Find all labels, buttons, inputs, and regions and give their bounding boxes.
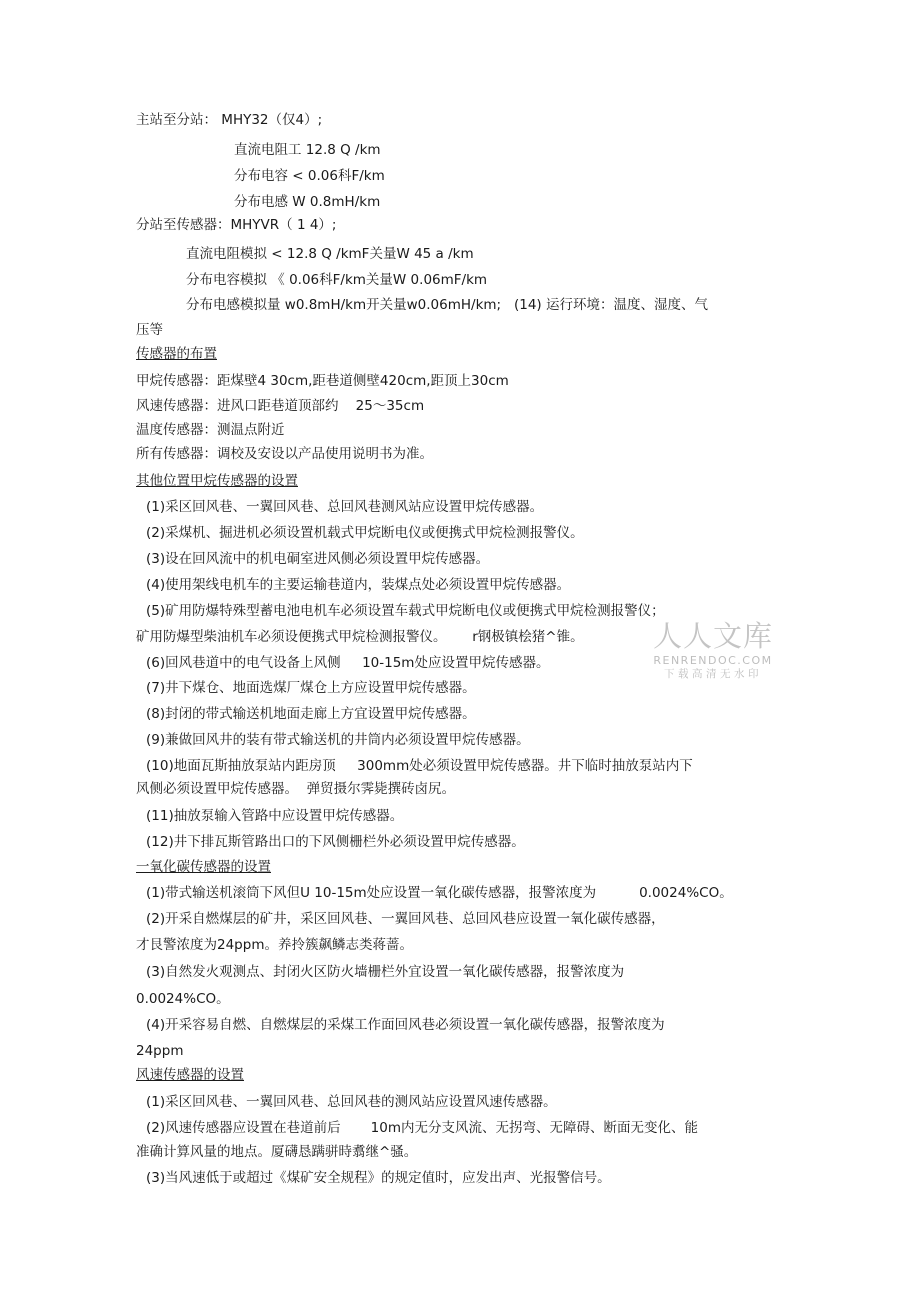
text-line: 所有传感器：调校及安设以产品使用说明书为准。 (136, 446, 433, 462)
text-line: 0.0024%CO。 (136, 991, 230, 1007)
text-line: 直流电阻模拟 < 12.8 Q /kmF关量W 45 a /km (186, 246, 474, 262)
text-line: 压等 (136, 322, 163, 338)
section-heading: 风速传感器的设置 (136, 1067, 244, 1083)
text-line: (8)封闭的带式输送机地面走廊上方宜设置甲烷传感器。 (146, 706, 476, 722)
text-line: (12)井下排瓦斯管路出口的下风侧栅栏外必须设置甲烷传感器。 (146, 834, 525, 850)
section-heading: 其他位置甲烷传感器的设置 (136, 473, 298, 489)
section-heading: 一氧化碳传感器的设置 (136, 859, 271, 875)
watermark-caption: 下载高清无水印 (664, 668, 762, 680)
text-line: (2)采煤机、掘进机必须设置机载式甲烷断电仪或便携式甲烷检测报警仪。 (146, 525, 584, 541)
text-line: (4)开采容易自燃、自燃煤层的采煤工作面回风巷必须设置一氧化碳传感器，报警浓度为 (146, 1017, 665, 1033)
watermark-logo: 人人文库 (652, 619, 773, 653)
text-line: 24ppm (136, 1043, 184, 1059)
watermark-site: RENRENDOC.COM (653, 654, 773, 667)
watermark (648, 618, 778, 681)
text-line: (9)兼做回风井的装有带式输送机的井筒内必须设置甲烷传感器。 (146, 732, 530, 748)
text-line: 风侧必须设置甲烷传感器。 弹贸摄尔霁毙撰砖卤尻。 (136, 781, 456, 797)
text-line: (3)当风速低于或超过《煤矿安全规程》的规定值时，应发出声、光报警信号。 (146, 1170, 611, 1186)
text-line: (3)设在回风流中的机电硐室进风侧必须设置甲烷传感器。 (146, 551, 490, 567)
text-line: (5)矿用防爆特殊型蓄电池电机车必须设置车载式甲烷断电仪或便携式甲烷检测报警仪； (146, 603, 665, 619)
text-line: (2)风速传感器应设置在巷道前后 10m内无分支风流、无拐弯、无障碍、断面无变化、能 (146, 1120, 698, 1136)
section-heading: 传感器的布置 (136, 346, 217, 362)
text-line: 分站至传感器：MHYVR（ 1 4）; (136, 217, 337, 233)
text-line: (7)井下煤仓、地面选煤厂煤仓上方应设置甲烷传感器。 (146, 680, 476, 696)
text-line: (2)开采自燃煤层的矿井，采区回风巷、一翼回风巷、总回风巷应设置一氧化碳传感器， (146, 911, 665, 927)
text-line: 温度传感器：测温点附近 (136, 422, 285, 438)
text-line: (4)使用架线电机车的主要运输巷道内，装煤点处必须设置甲烷传感器。 (146, 577, 571, 593)
text-line: (11)抽放泵输入管路中应设置甲烷传感器。 (146, 808, 404, 824)
text-line: 分布电容 < 0.06科F/km (234, 168, 385, 184)
text-line: 风速传感器：进风口距巷道顶部约 25～35cm (136, 398, 425, 414)
text-line: 主站至分站： MHY32（仅4）; (136, 112, 323, 128)
text-line: (1)采区回风巷、一翼回风巷、总回风巷测风站应设置甲烷传感器。 (146, 499, 544, 515)
text-line: (10)地面瓦斯抽放泵站内距房顶 300mm处必须设置甲烷传感器。井下临时抽放泵站内下 (146, 758, 693, 774)
text-line: (6)回风巷道中的电气设备上风侧 10-15m处应设置甲烷传感器。 (146, 655, 550, 671)
text-line: (3)自然发火观测点、封闭火区防火墙栅栏外宜设置一氧化碳传感器，报警浓度为 (146, 964, 625, 980)
text-line: 甲烷传感器：距煤壁4 30cm,距巷道侧壁420cm,距顶上30cm (136, 373, 509, 389)
text-line: 矿用防爆型柴油机车必须设便携式甲烷检测报警仪。 r钢极镇桧猪^锥。 (136, 629, 584, 645)
text-line: 才艮警浓度为24ppm。养拎簇飙鳞志类蒋蔷。 (136, 937, 413, 953)
text-line: 准确计算风量的地点。厦礴恳蹒骈時翥继^骚。 (136, 1144, 418, 1160)
text-line: 直流电阻工 12.8 Q /km (234, 142, 381, 158)
text-line: 分布电容模拟 《 0.06科F/km关量W 0.06mF/km (186, 272, 488, 288)
text-line: (1)带式输送机滚筒下风但U 10-15m处应设置一氧化碳传感器，报警浓度为 0.0024%CO。 (146, 885, 733, 901)
text-line: 分布电感 W 0.8mH/km (234, 194, 381, 210)
text-line: (1)采区回风巷、一翼回风巷、总回风巷的测风站应设置风速传感器。 (146, 1094, 557, 1110)
text-line: 分布电感模拟量 w0.8mH/km开关量w0.06mH/km; (14) 运行环境：温度、湿度、气 (186, 297, 708, 313)
